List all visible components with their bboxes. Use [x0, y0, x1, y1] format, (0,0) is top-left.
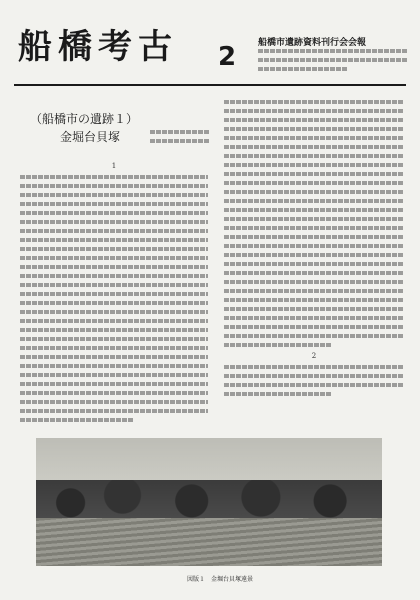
body-text-line: [20, 283, 208, 287]
body-text-line: [224, 163, 404, 167]
body-text-line: [20, 418, 133, 422]
body-text-line: [20, 220, 208, 224]
body-text-line: [224, 392, 332, 396]
body-text-line: [224, 334, 404, 338]
body-text-line: [224, 217, 404, 221]
body-text-line: [224, 208, 404, 212]
section-marker-1: 1: [111, 162, 117, 170]
author-name-2: [150, 139, 210, 143]
body-text-line: [20, 292, 208, 296]
tree-line: [36, 480, 382, 518]
body-text-line: [224, 325, 404, 329]
body-text-line: [224, 289, 404, 293]
body-text-line: [224, 226, 404, 230]
body-text-line: [224, 109, 404, 113]
article-title: 金堀台貝塚: [60, 130, 121, 144]
body-text-line: [224, 374, 404, 378]
body-text-line: [20, 301, 208, 305]
body-text-line: [20, 202, 208, 206]
section-marker-2: 2: [311, 352, 317, 360]
body-text-line: [20, 184, 208, 188]
body-text-line: [224, 253, 404, 257]
body-text-line: [224, 280, 404, 284]
journal-title: 船橋考古: [18, 27, 178, 67]
body-text-line: [224, 100, 404, 104]
publisher-phone-line: [258, 67, 348, 71]
site-photograph: [36, 438, 382, 566]
body-text-line: [20, 337, 208, 341]
body-text-line: [20, 238, 208, 242]
body-text-line: [224, 118, 404, 122]
body-text-line: [20, 274, 208, 278]
body-text-line: [224, 235, 404, 239]
body-text-line: [224, 145, 404, 149]
field-foreground: [36, 518, 382, 566]
body-text-line: [20, 265, 208, 269]
body-text-line: [224, 298, 404, 302]
author-name-1: [150, 130, 210, 134]
body-text-line: [20, 310, 208, 314]
body-text-line: [224, 154, 404, 158]
body-text-line: [224, 190, 404, 194]
body-text-line: [20, 382, 208, 386]
body-text-line: [224, 316, 404, 320]
body-text-line: [224, 127, 404, 131]
publisher-office-line: [258, 58, 408, 62]
body-text-line: [224, 181, 404, 185]
body-text-line: [224, 271, 404, 275]
author-byline: [150, 130, 210, 148]
left-column: [20, 160, 208, 427]
body-text-line: [224, 343, 332, 347]
body-text-line: [20, 229, 208, 233]
body-text-line: [20, 355, 208, 359]
masthead-divider: [14, 84, 406, 86]
publisher-block: [258, 38, 408, 76]
series-heading: （船橋市の遺跡１）: [30, 112, 139, 126]
publisher-address-line: [258, 49, 408, 53]
body-text-line: [20, 400, 208, 404]
body-text-line: [20, 346, 208, 350]
issue-number: 2: [218, 42, 237, 72]
body-text-line: [20, 409, 208, 413]
body-text-line: [20, 256, 208, 260]
body-text-line: [20, 373, 208, 377]
photo-caption: 図版１ 金堀台貝塚遠景: [186, 576, 253, 583]
right-column: [224, 100, 404, 401]
body-text-line: [224, 307, 404, 311]
publisher-name: 船橋市遺跡資料刊行会会報: [258, 38, 367, 48]
body-text-line: [20, 175, 208, 179]
body-text-line: [224, 244, 404, 248]
body-text-line: [20, 211, 208, 215]
body-text-line: [224, 365, 404, 369]
body-text-line: [20, 319, 208, 323]
body-text-line: [224, 136, 404, 140]
body-text-line: [20, 364, 208, 368]
body-text-line: [20, 193, 208, 197]
body-text-line: [224, 383, 404, 387]
body-text-line: [224, 262, 404, 266]
body-text-line: [20, 391, 208, 395]
body-text-line: [20, 328, 208, 332]
body-text-line: [20, 247, 208, 251]
body-text-line: [224, 172, 404, 176]
body-text-line: [224, 199, 404, 203]
